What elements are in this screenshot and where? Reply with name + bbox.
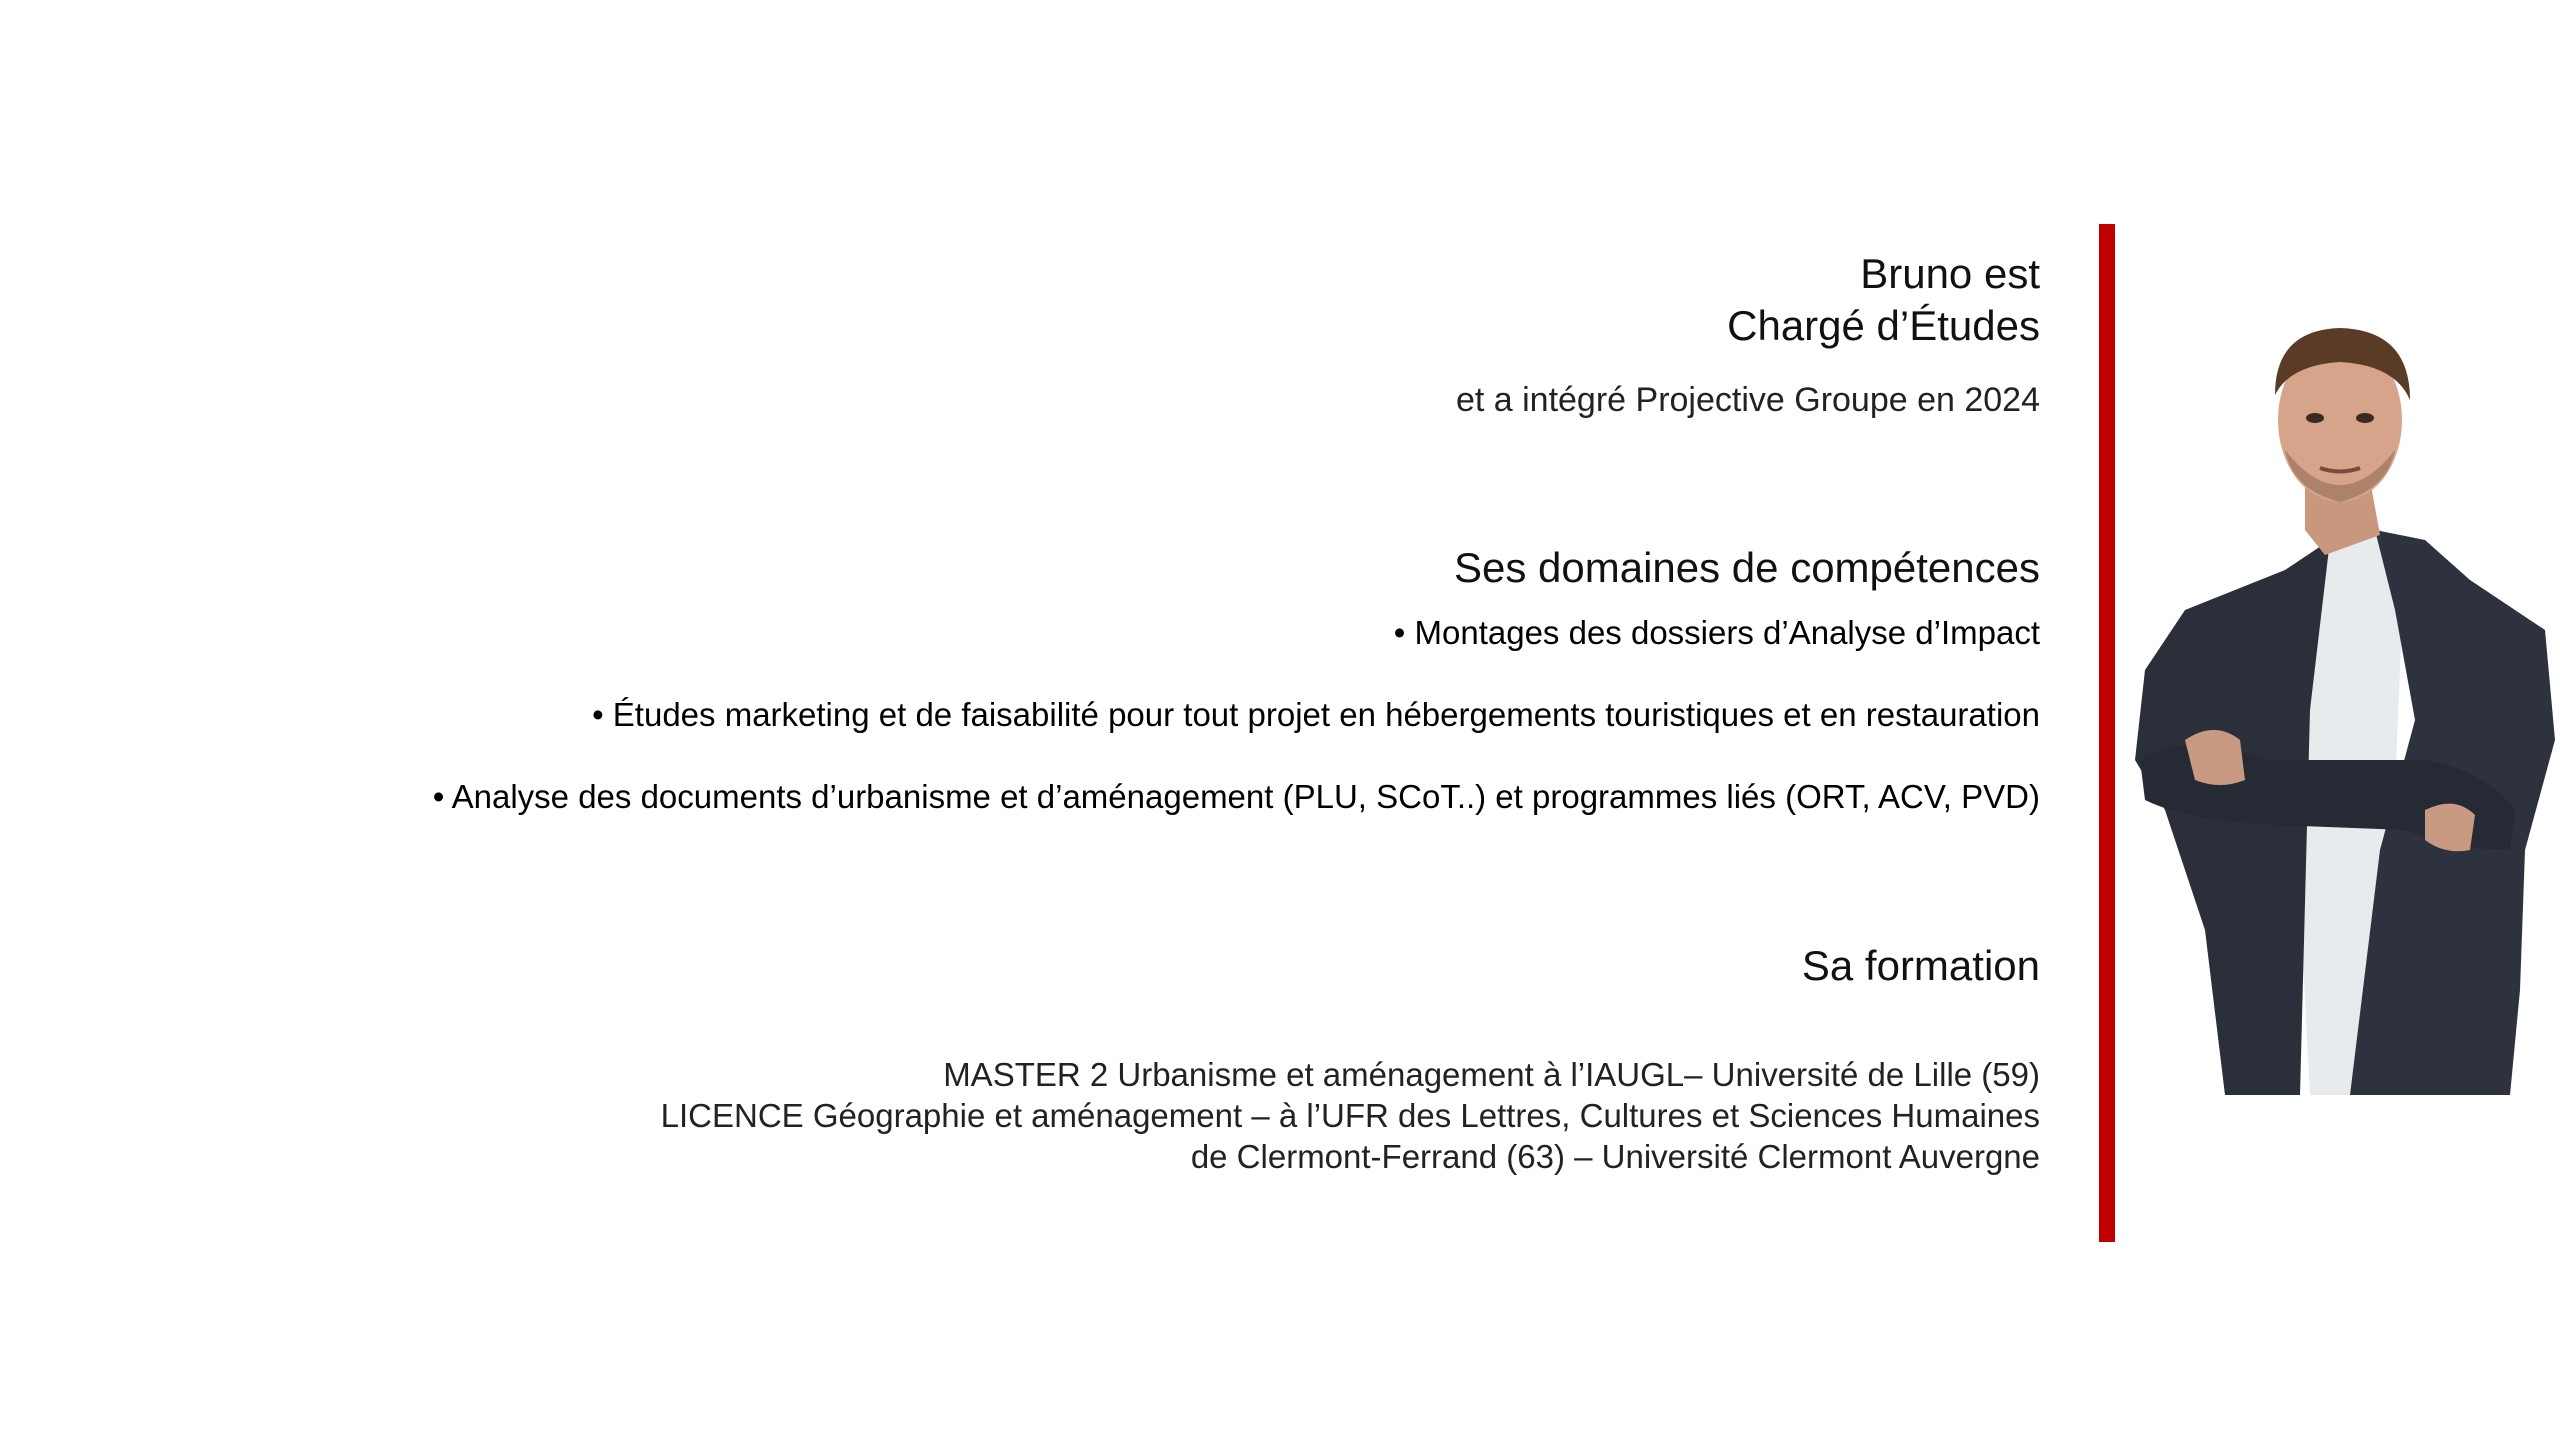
accent-divider xyxy=(2099,224,2115,1242)
left-eye xyxy=(2306,413,2324,423)
profile-subtitle: et a intégré Projective Groupe en 2024 xyxy=(1455,381,2040,419)
profile-name-line: Bruno est xyxy=(1860,250,2040,297)
right-hand xyxy=(2425,804,2475,852)
right-eye xyxy=(2356,413,2374,423)
profile-title xyxy=(1727,248,2040,352)
formation-line: LICENCE Géographie et aménagement – à l’UFR des Lettres, Cultures et Sciences Humaines xyxy=(660,1097,2040,1134)
skills-list-item: • Études marketing et de faisabilité pour tout projet en hébergements touristiques et en restauration xyxy=(592,696,2040,733)
formation-list xyxy=(661,1054,2040,1177)
portrait-photo xyxy=(2125,290,2560,1095)
skills-list-item: • Montages des dossiers d’Analyse d’Impact xyxy=(1393,614,2040,651)
skills-list xyxy=(433,612,2040,858)
profile-role-line: Chargé d’Études xyxy=(1727,302,2040,349)
formation-line: MASTER 2 Urbanisme et aménagement à l’IAUGL– Université de Lille (59) xyxy=(943,1056,2040,1093)
formation-line: de Clermont-Ferrand (63) – Université Clermont Auvergne xyxy=(1190,1138,2040,1175)
skills-heading: Ses domaines de compétences xyxy=(1453,544,2040,591)
formation-heading: Sa formation xyxy=(1801,942,2040,989)
skills-list-item: • Analyse des documents d’urbanisme et d’aménagement (PLU, SCoT..) et programmes liés (ORT, ACV, PVD) xyxy=(432,778,2040,815)
